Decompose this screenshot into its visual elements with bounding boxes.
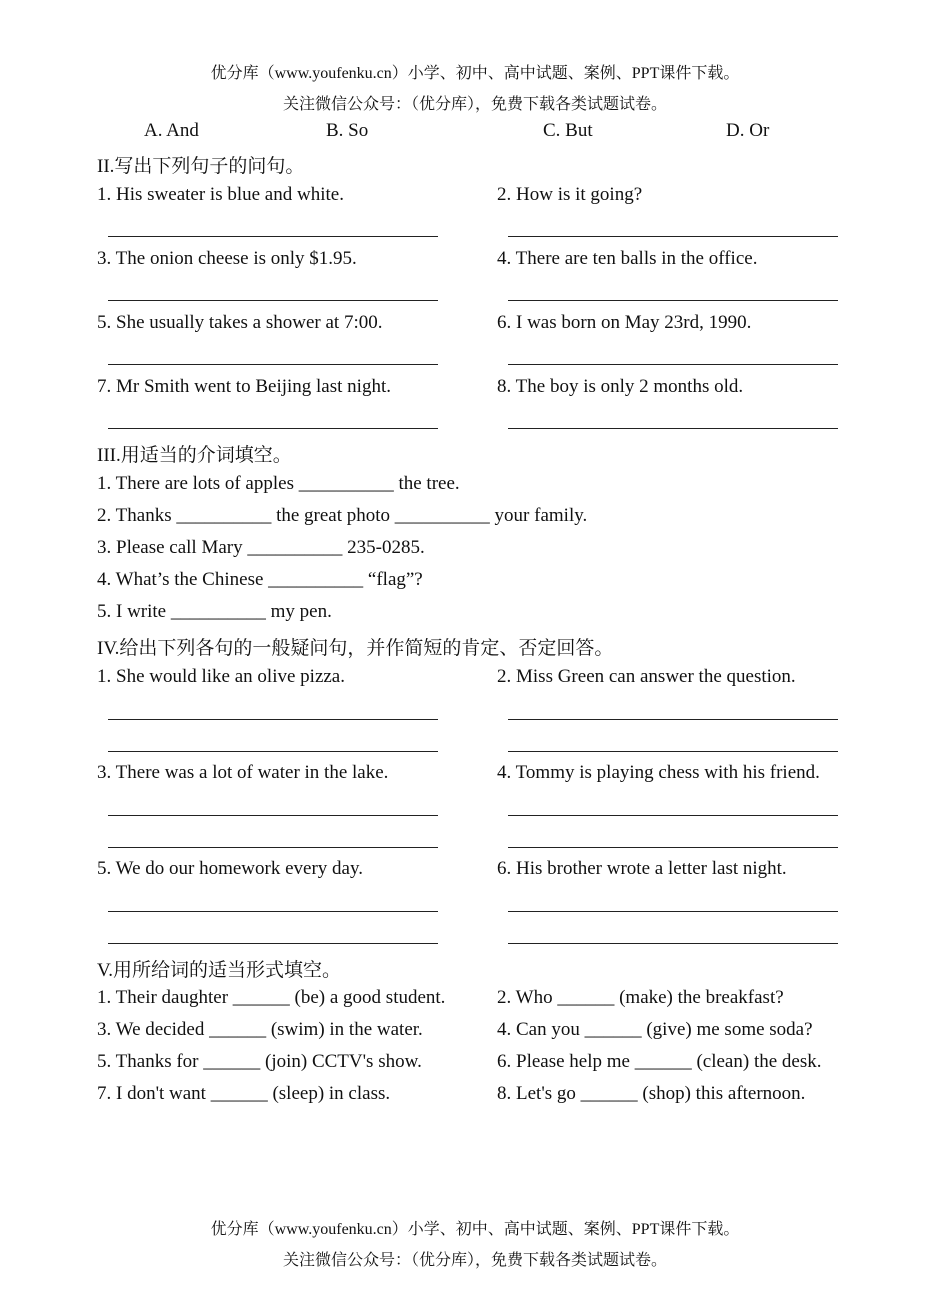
header-line-1: 优分库（www.youfenku.cn）小学、初中、高中试题、案例、PPT课件下载。 [210, 65, 740, 82]
s5-item-5[interactable]: 5. Thanks for ______ (join) CCTV's show. [97, 1051, 422, 1072]
s5-item-7[interactable]: 7. I don't want ______ (sleep) in class. [97, 1083, 391, 1104]
s2-item-4: 4. There are ten balls in the office. [497, 248, 758, 269]
option-b: B. So [326, 120, 369, 141]
option-a: A. And [144, 120, 199, 141]
s5-item-6[interactable]: 6. Please help me ______ (clean) the desk. [497, 1051, 822, 1072]
s5-item-2[interactable]: 2. Who ______ (make) the breakfast? [497, 987, 784, 1008]
header-line-2: 关注微信公众号：（优分库），免费下载各类试题试卷。 [282, 96, 667, 113]
answer-line[interactable] [108, 847, 438, 848]
s2-item-2: 2. How is it going? [497, 184, 643, 205]
s2-item-8: 8. The boy is only 2 months old. [497, 376, 744, 397]
answer-line[interactable] [108, 236, 438, 237]
answer-line[interactable] [508, 236, 838, 237]
answer-line[interactable] [508, 364, 838, 365]
s4-item-6: 6. His brother wrote a letter last night. [497, 858, 787, 879]
answer-line[interactable] [508, 847, 838, 848]
answer-line[interactable] [508, 815, 838, 816]
s4-item-4: 4. Tommy is playing chess with his friend. [497, 762, 820, 783]
s3-item-4[interactable]: 4. What’s the Chinese __________ “flag”? [97, 569, 423, 590]
s4-item-2: 2. Miss Green can answer the question. [497, 666, 796, 687]
answer-line[interactable] [508, 428, 838, 429]
s2-item-6: 6. I was born on May 23rd, 1990. [497, 312, 752, 333]
s4-item-3: 3. There was a lot of water in the lake. [97, 762, 389, 783]
answer-line[interactable] [108, 428, 438, 429]
answer-line[interactable] [108, 300, 438, 301]
option-d: D. Or [726, 120, 770, 141]
s5-item-4[interactable]: 4. Can you ______ (give) me some soda? [497, 1019, 813, 1040]
s3-item-1[interactable]: 1. There are lots of apples __________ the tree. [97, 473, 460, 494]
answer-line[interactable] [508, 943, 838, 944]
s4-item-1: 1. She would like an olive pizza. [97, 666, 345, 687]
answer-line[interactable] [508, 300, 838, 301]
answer-line[interactable] [108, 943, 438, 944]
s2-item-7: 7. Mr Smith went to Beijing last night. [97, 376, 391, 397]
answer-line[interactable] [508, 751, 838, 752]
answer-line[interactable] [108, 911, 438, 912]
section-5-title: V.用所给词的适当形式填空。 [97, 960, 342, 981]
section-2-title: II.写出下列句子的问句。 [97, 156, 305, 177]
answer-line[interactable] [108, 815, 438, 816]
s5-item-1[interactable]: 1. Their daughter ______ (be) a good student. [97, 987, 446, 1008]
answer-line[interactable] [108, 751, 438, 752]
s2-item-1: 1. His sweater is blue and white. [97, 184, 344, 205]
s3-item-5[interactable]: 5. I write __________ my pen. [97, 601, 332, 622]
s2-item-3: 3. The onion cheese is only $1.95. [97, 248, 357, 269]
section-3-title: III.用适当的介词填空。 [97, 445, 292, 466]
s3-item-3[interactable]: 3. Please call Mary __________ 235-0285. [97, 537, 425, 558]
answer-line[interactable] [508, 911, 838, 912]
s5-item-8[interactable]: 8. Let's go ______ (shop) this afternoon. [497, 1083, 806, 1104]
answer-line[interactable] [508, 719, 838, 720]
answer-line[interactable] [108, 719, 438, 720]
option-c: C. But [543, 120, 593, 141]
s5-item-3[interactable]: 3. We decided ______ (swim) in the water. [97, 1019, 423, 1040]
section-4-title: IV.给出下列各句的一般疑问句，并作简短的肯定、否定回答。 [97, 638, 614, 659]
s4-item-5: 5. We do our homework every day. [97, 858, 363, 879]
footer-line-2: 关注微信公众号：（优分库），免费下载各类试题试卷。 [282, 1252, 667, 1269]
s2-item-5: 5. She usually takes a shower at 7:00. [97, 312, 383, 333]
s3-item-2[interactable]: 2. Thanks __________ the great photo __________ your family. [97, 505, 588, 526]
footer-line-1: 优分库（www.youfenku.cn）小学、初中、高中试题、案例、PPT课件下载。 [210, 1221, 740, 1238]
answer-line[interactable] [108, 364, 438, 365]
